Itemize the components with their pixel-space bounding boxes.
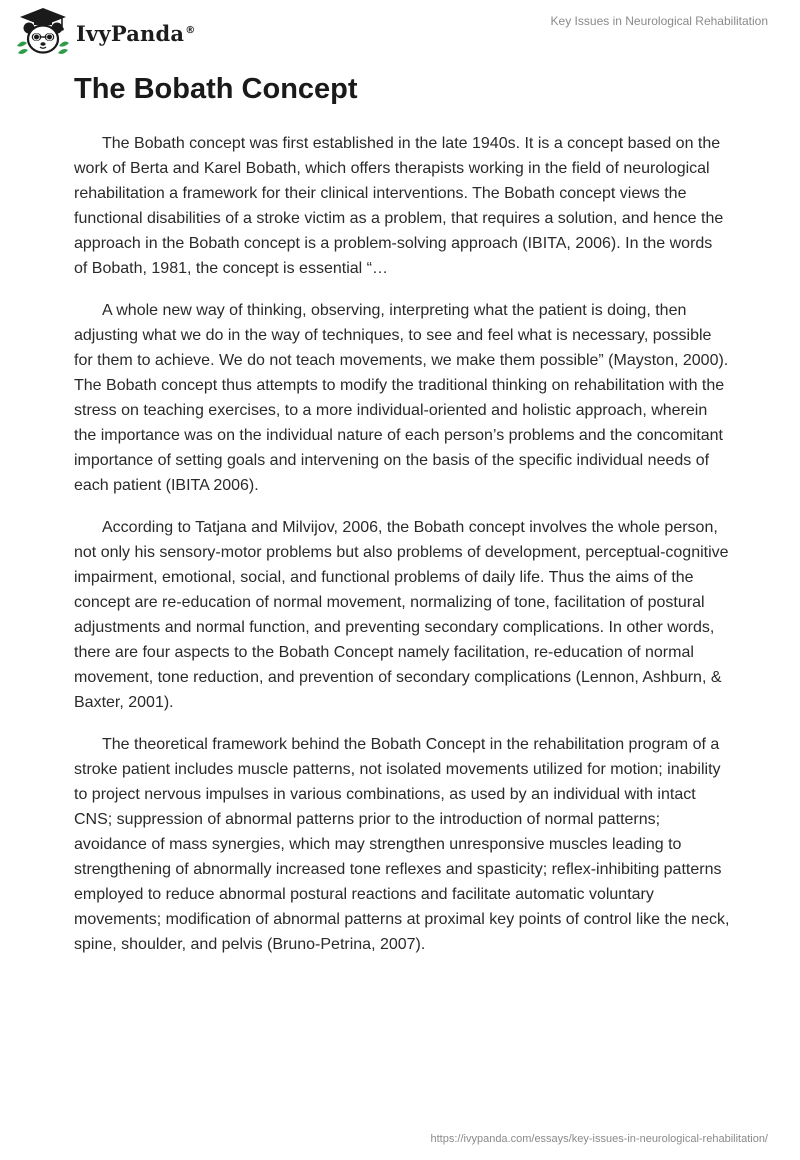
paragraph: A whole new way of thinking, observing, interpreting what the patient is doing, then adjusting what we do in the way of techniques, to see and feel what is necessary, possible for them to achieve. We do not teach movements, we make them possible” (Mayston, 2000). The Bobath concept thus attempts to modify the traditional thinking on rehabilitation with the stress on teaching exercises, to a more individual-oriented and holistic approach, wherein the importance was on the individual nature of each person’s problems and the concomitant importance of setting goals and intervening on the basis of the specific individual needs of each patient (IBITA 2006).	[74, 302, 729, 494]
running-title: Key Issues in Neurological Rehabilitation	[550, 14, 768, 28]
paragraph: The theoretical framework behind the Bobath Concept in the rehabilitation program of a stroke patient includes muscle patterns, not isolated movements utilized for motion; inability to project nervous impulses in various combinations, as used by an individual with intact CNS; suppression of abnormal patterns prior to the introduction of normal patterns; avoidance of mass synergies, which may strengthen unresponsive muscles leading to strengthening of abnormally increased tone reflexes and spasticity; reflex-inhibiting patterns employed to reduce abnormal postural reactions and facilitate automatic voluntary movements; modification of abnormal patterns at proximal key points of control like the neck, spine, shoulder, and pelvis (Bruno-Petrina, 2007).	[74, 736, 730, 953]
page-title: The Bobath Concept	[74, 73, 358, 105]
ivypanda-logo[interactable]	[14, 6, 195, 58]
registered-mark: ®	[185, 24, 196, 36]
paragraph: According to Tatjana and Milvijov, 2006, the Bobath concept involves the whole person, not only his sensory-motor problems but also problems of development, perceptual-cognitive impairment, emotional, social, and functional problems of daily life. Thus the aims of the concept are re-education of normal movement, normalizing of tone, facilitation of postural adjustments and normal function, and preventing secondary complications. In other words, there are four aspects to the Bobath Concept namely facilitation, re-education of normal movement, tone reduction, and prevention of secondary complications (Lennon, Ashburn, & Baxter, 2001).	[74, 519, 729, 711]
page-header	[0, 0, 800, 70]
article-body	[74, 131, 730, 974]
paragraph: The Bobath concept was first established in the late 1940s. It is a concept based on the work of Berta and Karel Bobath, which offers therapists working in the field of neurological rehabilitation a framework for their clinical interventions. The Bobath concept views the functional disabilities of a stroke victim as a problem, that requires a solution, and hence the approach in the Bobath concept is a problem-solving approach (IBITA, 2006). In the words of Bobath, 1981, the concept is essential “…	[74, 135, 724, 277]
panda-graduation-cap-icon	[14, 6, 72, 58]
brand-name: IvyPanda®	[76, 20, 196, 46]
source-url[interactable]: https://ivypanda.com/essays/key-issues-in-neurological-rehabilitation/	[430, 1133, 768, 1145]
